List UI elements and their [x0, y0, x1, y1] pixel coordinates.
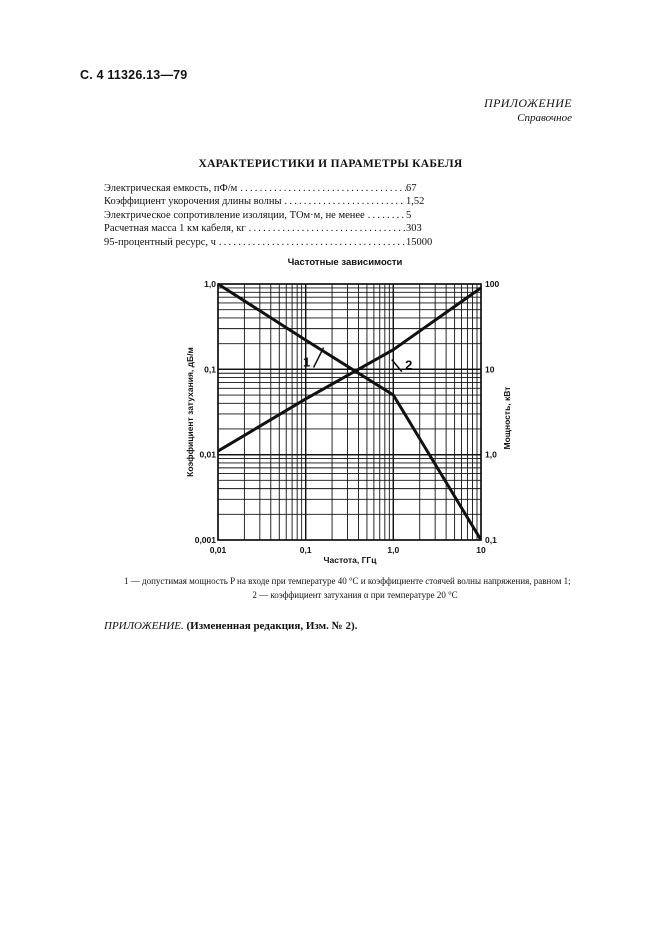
param-value: 67 [406, 183, 417, 194]
amendment-note [104, 620, 357, 632]
y-right-tick-label: 10 [485, 364, 495, 375]
y-right-tick-label: 100 [485, 279, 500, 289]
page-header: С. 4 11326.13—79 [80, 68, 188, 82]
y-right-tick-label: 1,0 [485, 449, 497, 460]
appendix-title: ПРИЛОЖЕНИЕ [484, 96, 572, 110]
param-name: Электрическое сопротивление изоляции, ТОм·м, не менее [104, 209, 365, 221]
y-left-tick-label: 0,1 [204, 364, 216, 375]
x-tick-label: 0,1 [299, 545, 312, 555]
param-name: 95-процентный ресурс, ч [104, 236, 216, 248]
chart-series [218, 284, 481, 540]
series-line-1 [218, 284, 481, 540]
x-tick-label: 10 [476, 545, 486, 555]
param-value: 5 [406, 209, 412, 221]
series-label-1: 1 [302, 354, 311, 370]
param-value: 303 [406, 223, 422, 235]
section-title: ХАРАКТЕРИСТИКИ И ПАРАМЕТРЫ КАБЕЛЯ [198, 158, 463, 170]
series-label-2: 2 [405, 357, 413, 373]
appendix-subtitle: Справочное [517, 112, 572, 124]
series-leader-1 [314, 348, 324, 368]
x-axis-label: Частота, ГГц [323, 555, 377, 565]
amendment-note-title: ПРИЛОЖЕНИЕ. [104, 620, 184, 632]
y-axis-left-label: Коэффициент затухания, дБ/м [185, 347, 195, 477]
param-name: Коэффициент укорочения длины волны [104, 196, 282, 208]
y-right-tick-label: 0,1 [485, 535, 497, 545]
caption-line-2: 2 — коэффициент затухания α при температуре 20 °С [252, 589, 458, 600]
x-tick-label: 0,01 [209, 545, 227, 555]
chart-title: Частотные зависимости [287, 257, 403, 268]
param-value: 15000 [406, 236, 433, 248]
chart-grid [218, 284, 481, 540]
figure-caption [110, 575, 600, 602]
y-left-tick-label: 0,001 [194, 535, 216, 545]
x-tick-label: 1,0 [387, 545, 400, 555]
y-left-tick-label: 0,01 [199, 449, 216, 460]
plot-frame [218, 284, 481, 540]
amendment-note-text: (Измененная редакция, Изм. № 2). [186, 620, 358, 632]
caption-line-1: 1 — допустимая мощность P на входе при температуре 40 °С и коэффициенте стоячей волны напряжения, равном 1; [124, 576, 571, 586]
y-axis-right-label: Мощность, кВт [502, 386, 512, 450]
param-value: 1,52 [406, 196, 425, 208]
y-left-tick-label: 1,0 [204, 279, 216, 289]
param-name: Расчетная масса 1 км кабеля, кг [104, 223, 246, 235]
param-name: Электрическая емкость, пФ/м [104, 183, 238, 194]
